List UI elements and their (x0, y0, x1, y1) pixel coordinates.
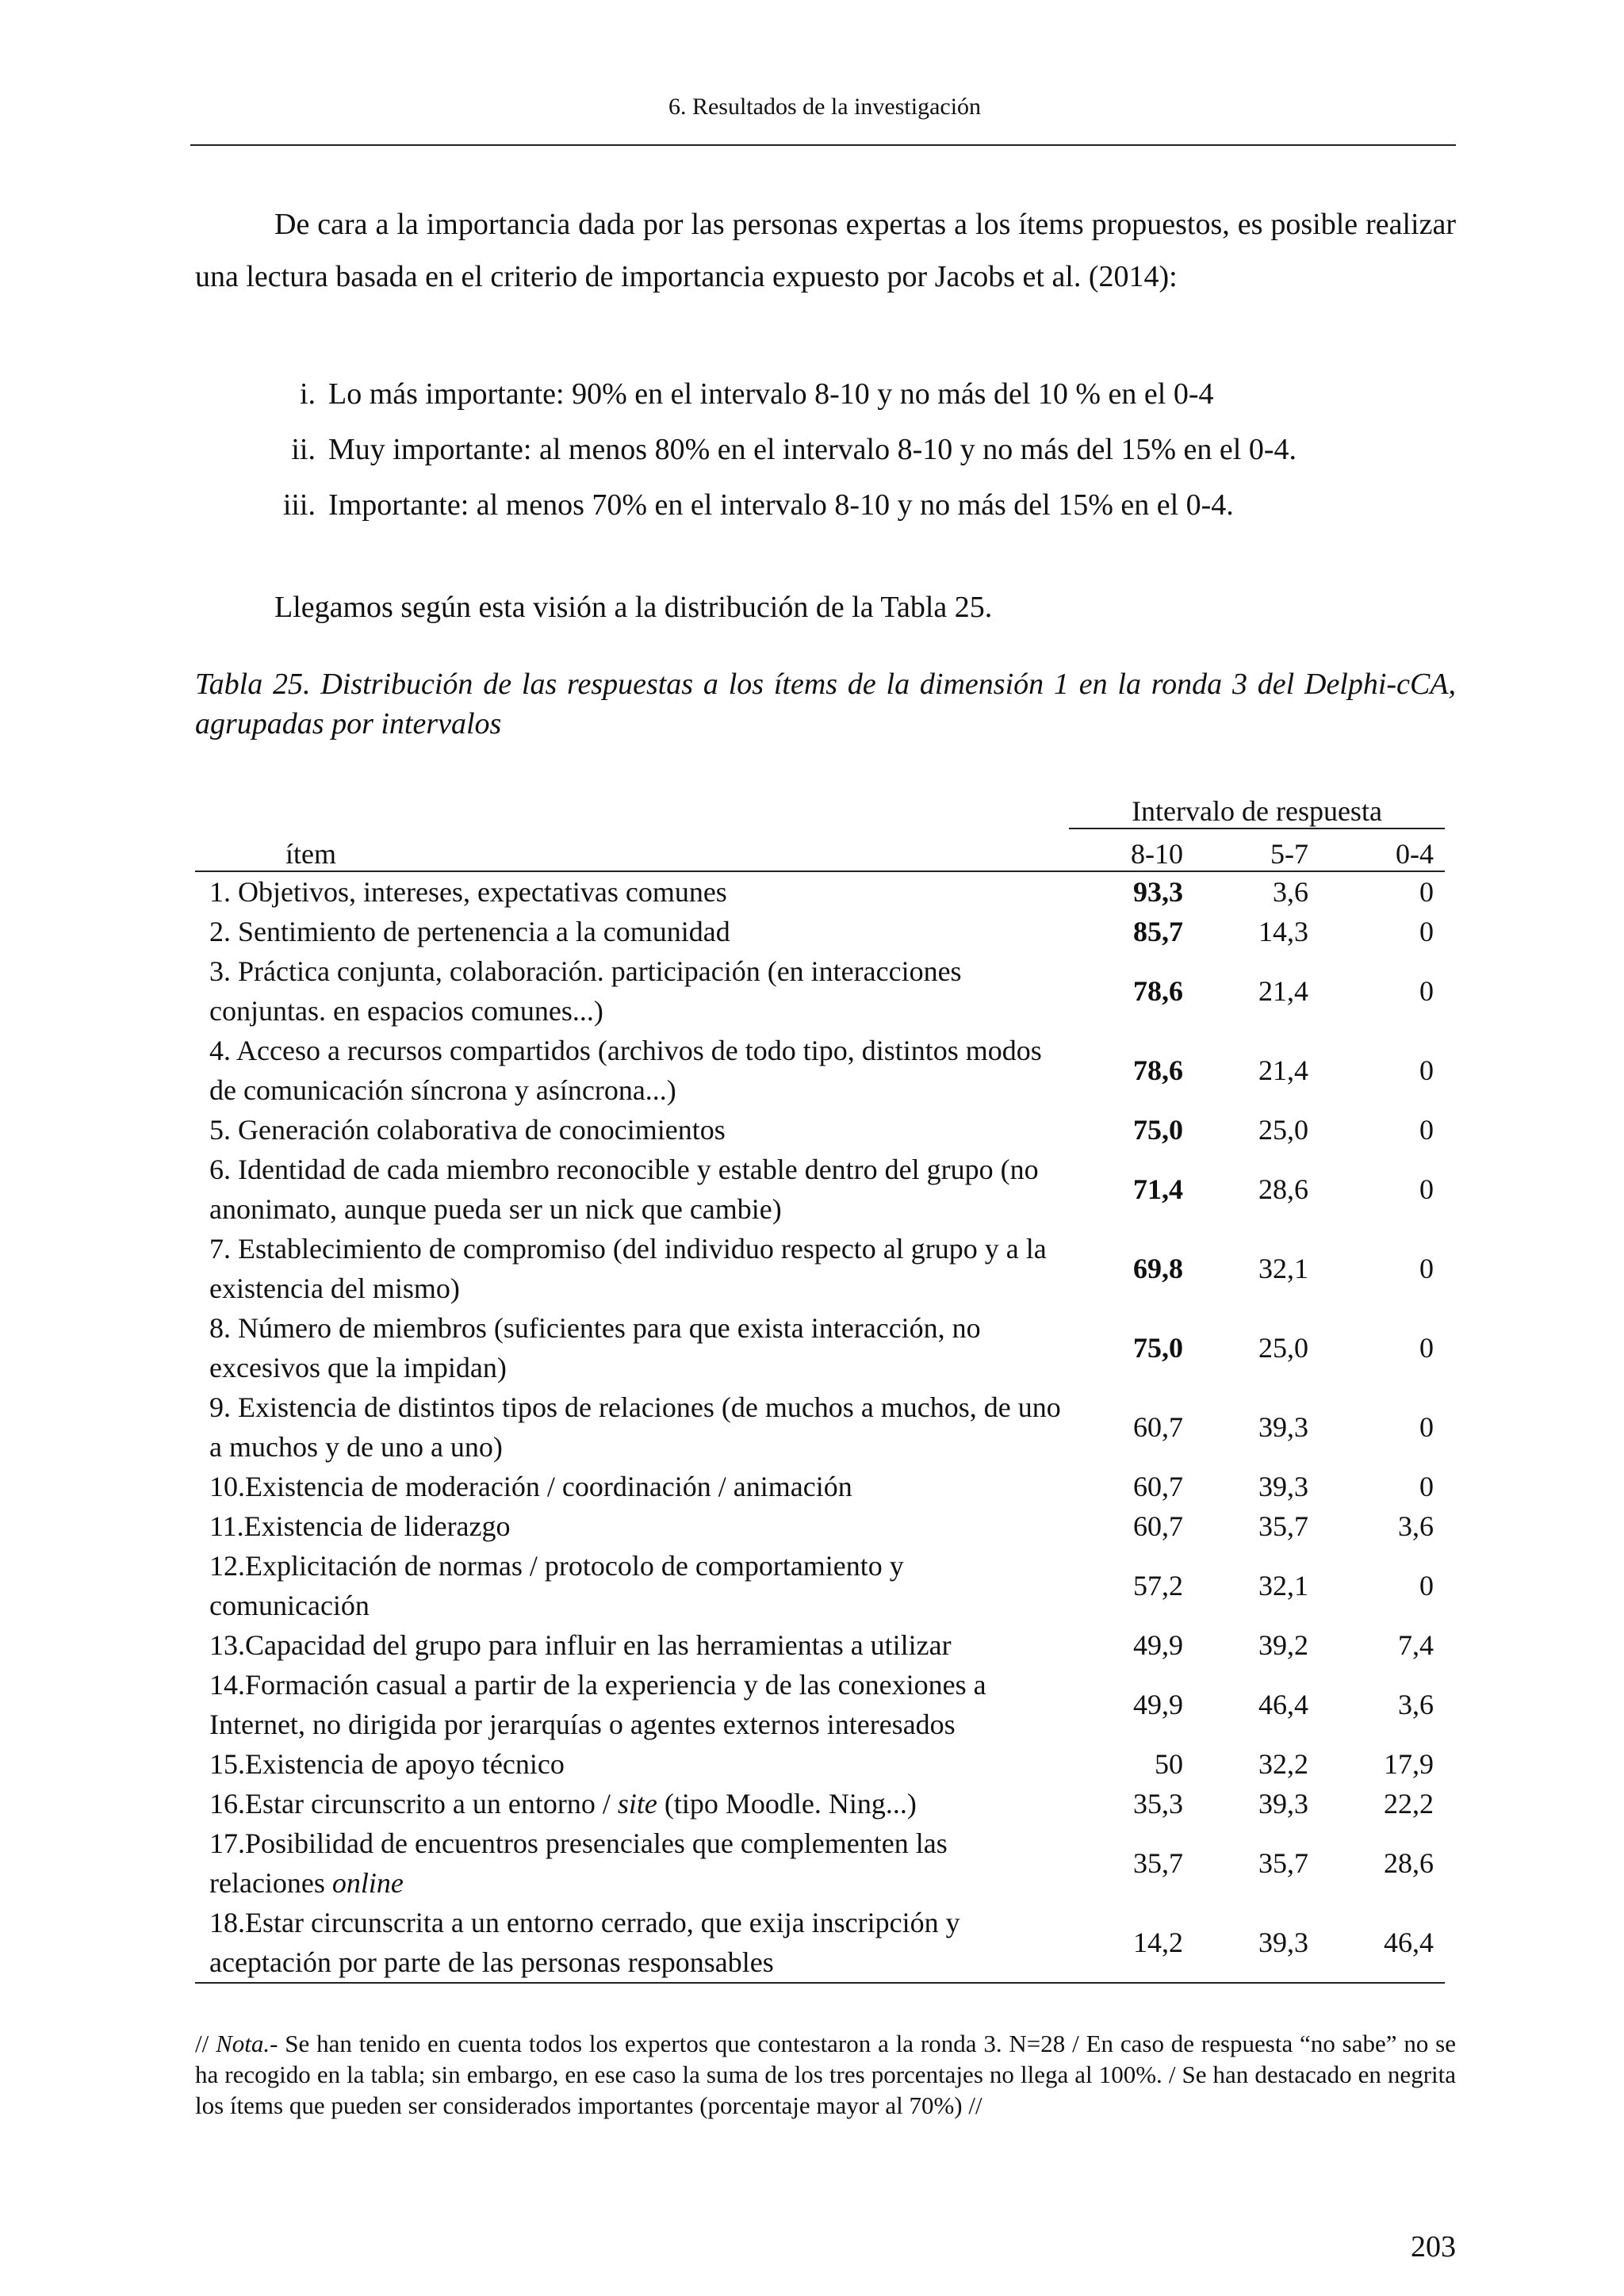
value-cell-8-10: 49,9 (1133, 1689, 1183, 1720)
item-cell: 14.Formación casual a partir de la experiencia y de las conexiones a Internet, no dirigida por jerarquías o agentes externos interesados (209, 1669, 986, 1740)
value-cell-0-4: 0 (1419, 1471, 1434, 1502)
value-cell-5-7: 14,3 (1258, 916, 1308, 947)
item-cell: 2. Sentimiento de pertenencia a la comunidad (209, 916, 730, 947)
item-cell: 4. Acceso a recursos compartidos (archivos de todo tipo, distintos modos de comunicación síncrona y asíncrona...) (209, 1035, 1042, 1106)
criteria-text: Lo más importante: 90% en el intervalo 8-10 y no más del 10 % en el 0-4 (328, 377, 1214, 411)
table-row (195, 1110, 1445, 1150)
item-cell: 9. Existencia de distintos tipos de relaciones (de muchos a muchos, de uno a muchos y de uno a uno) (209, 1391, 1061, 1463)
table-row (195, 871, 1445, 912)
value-cell-8-10: 85,7 (1133, 916, 1183, 947)
item-cell: 5. Generación colaborativa de conocimientos (209, 1114, 726, 1146)
value-cell-5-7: 46,4 (1258, 1689, 1308, 1720)
criteria-item (195, 422, 1456, 477)
intro-paragraph: De cara a la importancia dada por las personas expertas a los ítems propuestos, es posible realizar una lectura basada en el criterio de importancia expuesto por Jacobs et al. (2014): (195, 208, 1456, 293)
item-cell: 1. Objetivos, intereses, expectativas comunes (209, 876, 727, 908)
value-cell-8-10: 35,7 (1133, 1847, 1183, 1879)
value-cell-5-7: 32,2 (1258, 1748, 1308, 1780)
value-cell-0-4: 0 (1419, 1332, 1434, 1364)
criteria-list (195, 366, 1456, 533)
table-row (195, 1031, 1445, 1110)
results-table (195, 786, 1445, 1984)
item-cell: 10.Existencia de moderación / coordinación / animación (209, 1471, 852, 1502)
item-column-header: ítem (195, 828, 1069, 871)
criteria-number: i. (299, 377, 316, 411)
value-cell-5-7: 35,7 (1258, 1847, 1308, 1879)
value-cell-5-7: 3,6 (1273, 876, 1308, 908)
criteria-number: iii. (282, 488, 316, 522)
group-header-row (195, 786, 1445, 828)
value-cell-0-4: 7,4 (1398, 1629, 1434, 1661)
value-cell-5-7: 25,0 (1258, 1332, 1308, 1364)
criteria-number: ii. (291, 433, 316, 466)
interval-group-header: Intervalo de respuesta (1069, 786, 1445, 828)
item-cell: 16.Estar circunscrito a un entorno / site (tipo Moodle. Ning...) (209, 1788, 917, 1820)
criteria-item (195, 477, 1456, 533)
value-cell-8-10: 69,8 (1133, 1253, 1183, 1284)
value-cell-8-10: 78,6 (1133, 1054, 1183, 1086)
table-row (195, 1387, 1445, 1467)
table-row (195, 1546, 1445, 1625)
value-cell-5-7: 39,3 (1194, 1903, 1320, 1983)
column-header-8-10: 8-10 (1069, 828, 1194, 871)
value-cell-0-4: 0 (1419, 876, 1434, 908)
item-cell: 12.Explicitación de normas / protocolo de comportamiento y comunicación (209, 1550, 904, 1621)
value-cell-0-4: 0 (1419, 1253, 1434, 1284)
table-note-text: // Nota.- Se han tenido en cuenta todos los expertos que contestaron a la ronda 3. N=28 / En caso de respuesta “no sabe” no se ha recogido en la tabla; sin embargo, en ese caso la suma de los tres porcentajes no llega al 100%. / Se han destacado en negrita los ítems que pueden ser considerados importantes (porcentaje mayor al 70%) // (195, 2030, 1456, 2119)
value-cell-5-7: 39,2 (1258, 1629, 1308, 1661)
criteria-text: Importante: al menos 70% en el intervalo 8-10 y no más del 15% en el 0-4. (328, 488, 1234, 522)
value-cell-8-10: 60,7 (1133, 1471, 1183, 1502)
column-header-5-7: 5-7 (1194, 828, 1320, 871)
column-header-row (195, 828, 1445, 871)
value-cell-0-4: 3,6 (1398, 1689, 1434, 1720)
table-row (195, 1784, 1445, 1823)
value-cell-8-10: 35,3 (1133, 1788, 1183, 1820)
running-header: 6. Resultados de la investigación (668, 94, 982, 120)
value-cell-8-10: 50 (1155, 1748, 1183, 1780)
value-cell-0-4: 0 (1419, 1570, 1434, 1601)
column-header-0-4: 0-4 (1320, 828, 1445, 871)
value-cell-8-10: 60,7 (1133, 1510, 1183, 1542)
value-cell-5-7: 25,0 (1258, 1114, 1308, 1146)
table-caption: Tabla 25. Distribución de las respuestas a los ítems de la dimensión 1 en la ronda 3 del Delphi-cCA, agrupadas por intervalos (195, 668, 1456, 740)
criteria-text: Muy importante: al menos 80% en el intervalo 8-10 y no más del 15% en el 0-4. (328, 433, 1297, 466)
table-row (195, 1744, 1445, 1784)
item-cell: 3. Práctica conjunta, colaboración. participación (en interacciones conjuntas. en espacios comunes...) (209, 955, 962, 1027)
value-cell-0-4: 46,4 (1320, 1903, 1445, 1983)
value-cell-8-10: 75,0 (1133, 1332, 1183, 1364)
item-cell: 6. Identidad de cada miembro reconocible y estable dentro del grupo (no anonimato, aunque pueda ser un nick que cambie) (209, 1154, 1039, 1225)
value-cell-5-7: 28,6 (1258, 1173, 1308, 1205)
item-cell: 18.Estar circunscrita a un entorno cerrado, que exija inscripción y aceptación por parte de las personas responsables (195, 1903, 1069, 1983)
item-cell: 17.Posibilidad de encuentros presenciales que complementen las relaciones online (209, 1827, 948, 1899)
value-cell-8-10: 57,2 (1133, 1570, 1183, 1601)
item-cell: 13.Capacidad del grupo para influir en las herramientas a utilizar (209, 1629, 952, 1661)
table-row (195, 1506, 1445, 1546)
value-cell-8-10: 78,6 (1133, 975, 1183, 1007)
value-cell-5-7: 39,3 (1258, 1471, 1308, 1502)
value-cell-0-4: 0 (1419, 1054, 1434, 1086)
table-row (195, 1625, 1445, 1665)
value-cell-0-4: 0 (1419, 1411, 1434, 1443)
value-cell-0-4: 3,6 (1398, 1510, 1434, 1542)
table-row (195, 1467, 1445, 1506)
table-row (195, 1150, 1445, 1229)
value-cell-5-7: 39,3 (1258, 1411, 1308, 1443)
table-row (195, 951, 1445, 1031)
value-cell-8-10: 49,9 (1133, 1629, 1183, 1661)
value-cell-0-4: 0 (1419, 975, 1434, 1007)
criteria-item (195, 366, 1456, 422)
value-cell-0-4: 0 (1419, 916, 1434, 947)
value-cell-8-10: 93,3 (1133, 876, 1183, 908)
value-cell-0-4: 17,9 (1384, 1748, 1434, 1780)
value-cell-0-4: 22,2 (1384, 1788, 1434, 1820)
item-cell: 7. Establecimiento de compromiso (del individuo respecto al grupo y a la existencia del mismo) (209, 1233, 1047, 1304)
value-cell-5-7: 39,3 (1258, 1788, 1308, 1820)
value-cell-5-7: 32,1 (1258, 1253, 1308, 1284)
value-cell-5-7: 32,1 (1258, 1570, 1308, 1601)
value-cell-5-7: 21,4 (1258, 975, 1308, 1007)
table-row (195, 1823, 1445, 1903)
table-row (195, 1229, 1445, 1308)
value-cell-8-10: 14,2 (1069, 1903, 1194, 1983)
value-cell-0-4: 0 (1419, 1114, 1434, 1146)
header-divider (190, 144, 1456, 146)
table-row (195, 1903, 1445, 1983)
table-row (195, 912, 1445, 951)
item-cell: 15.Existencia de apoyo técnico (209, 1748, 565, 1780)
value-cell-8-10: 75,0 (1133, 1114, 1183, 1146)
value-cell-8-10: 71,4 (1133, 1173, 1183, 1205)
table-note (195, 2028, 1456, 2121)
table-row (195, 1665, 1445, 1744)
value-cell-0-4: 28,6 (1384, 1847, 1434, 1879)
results-table-container (195, 786, 1456, 1984)
page-number: 203 (1411, 2230, 1456, 2263)
value-cell-8-10: 60,7 (1133, 1411, 1183, 1443)
lead-in-paragraph: Llegamos según esta visión a la distribución de la Tabla 25. (274, 591, 993, 624)
item-cell: 8. Número de miembros (suficientes para que exista interacción, no excesivos que la impidan) (209, 1312, 981, 1383)
value-cell-0-4: 0 (1419, 1173, 1434, 1205)
table-row (195, 1308, 1445, 1387)
value-cell-5-7: 21,4 (1258, 1054, 1308, 1086)
value-cell-5-7: 35,7 (1258, 1510, 1308, 1542)
item-cell: 11.Existencia de liderazgo (209, 1510, 511, 1542)
